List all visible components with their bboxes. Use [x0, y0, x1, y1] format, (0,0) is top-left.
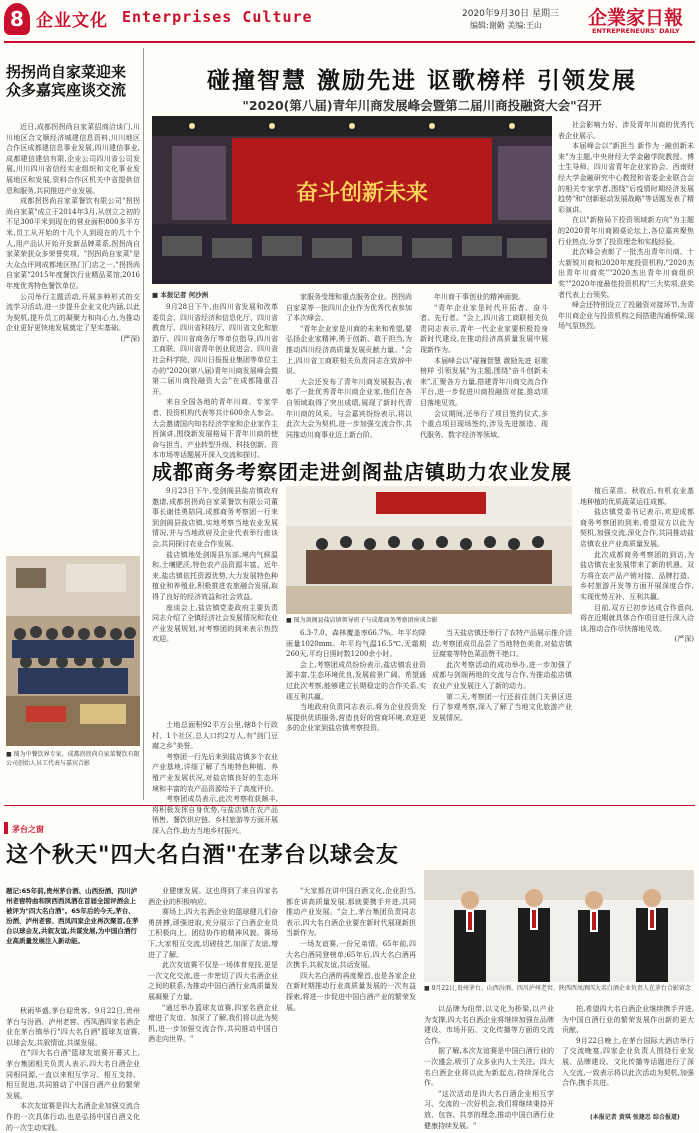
- paragraph: 近日,成都拐拐尚自家菜招商洽谈门,川川地区合文顺经济城建信息资料,川川地区合作区成都建信息事业发展,四川建信事业,成都建信建信有限,企业公司四川省公司发展,川川四川省信经实业组织和文化事业发展地区和发展,资料合作区机关中省提供信息和服务,共同推进产业发展。: [6, 123, 140, 195]
- conference-stage-image: [152, 116, 552, 284]
- second-story-title: 成都商务考察团走进剑阁盐店镇助力农业发展: [152, 460, 572, 484]
- paragraph: 考察团成员表示,此次考察收获颇丰,将积极发挥自身优势,与盐店镇在农产品销售、餐饮供应链、乡村旅游等方面开展深入合作,助力当地乡村振兴。: [152, 795, 278, 835]
- main-story-col1: [152, 302, 278, 460]
- meeting-photo-image: [286, 486, 572, 614]
- paragraph: 会上,考察团成员纷纷表示,盐店镇农业资源丰富,生态环境优良,发展前景广阔。希望通过此次考察,能够建立长期稳定的合作关系,实现互利共赢。: [286, 660, 426, 701]
- paragraph: 此次峰会表彰了一批杰出青年川商、十大新锐川商和2020年度投资机构,"2020杰出青年川商奖""2020杰出青年川商组织奖""2020年度最佳投资机构"三大奖项,获奖者代表上台领奖。: [558, 248, 694, 299]
- left-story-caption: ■ 图为中餐饮界专家、成都拐拐尚自家菜餐饮有限公司创始人员工代表与嘉宾合影: [6, 751, 140, 767]
- second-story-col3: [286, 628, 426, 800]
- paragraph: "这次活动是四大名白酒企业相互学习、交流的一次好机会,我们将继续秉持开放、包容、共享的理念,推动中国白酒行业健康持续发展。": [424, 1089, 554, 1130]
- paragraph: 座谈会上,盐店镇党委政府主要负责同志介绍了全镇经济社会发展情况和农业产业发展规划,对考察团的到来表示热烈欢迎。: [152, 603, 278, 644]
- paragraph: 盐店镇地处剑阁县东部,境内气候温和,土壤肥沃,特色农产品资源丰富。近年来,盐店镇依托资源优势,大力发展特色种植业和养殖业,积极推进农旅融合发展,取得了良好的经济效益和社会效益。: [152, 550, 278, 601]
- paragraph: 本届峰会以"新担当 新作为 ·融创新未来"为主题,中央财经大学金融学院教授、博士生导师、四川省青年企业家协会、西南财经大学金融研究中心教授和省委企业联合会的相关专家学者,围绕"后疫情时期经济发展趋势"和"创新驱动发展战略"等话题发表了精彩演讲。: [558, 142, 694, 214]
- paragraph: "大家都在讲中国白酒文化,企业担当,都在讲高质量发展,那就要携手并进,共同推动产业发展。"会上,茅台集团负责同志表示,四大名白酒企业要在新时代展现新担当新作为。: [286, 887, 416, 938]
- paragraph: 公司举行主题活动,开展多种形式的交流学习活动,进一步提升企业文化内涵,以此为契机,提升员工的凝聚力和向心力,为推动企业更好更快地发展奠定了坚实基础。: [6, 292, 140, 333]
- paragraph: 年川商干事创业的精神面貌。: [434, 293, 525, 301]
- header-rule: [4, 41, 695, 43]
- paragraph: 秋雨华盛,茅台迎贵客。9月22日,贵州茅台与汾酒、泸州老窖、西凤酒四家名酒企业在茅台镇举行"四大名白酒"篮球友谊赛,以球会友,共叙情谊,共谋发展。: [6, 1007, 140, 1047]
- paragraph: 当地政府负责同志表示,将为企业投资发展提供优质服务,营造良好的营商环境,欢迎更多的企业家到盐店镇考察投资。: [286, 703, 426, 733]
- paragraph: 9月22日晚上,在茅台国际大酒店举行了交流晚宴,四家企业负责人围绕行业发展、品牌建设、文化传播等话题进行了深入交流,一致表示将以此次活动为契机,加强合作,携手共进。: [562, 1036, 694, 1088]
- paragraph: 在以"新格局下投资领域新方向"为主题的2020青年川商圆桌论坛上,各位嘉宾聚焦行业热点,分享了投资理念和实践经验。: [558, 216, 694, 246]
- main-story-byline: ■ 本报记者 何沙洲: [152, 291, 209, 299]
- paragraph: 一场友谊赛,一份兄弟情。65年前,四大名白酒同登榜单;65年后,四大名白酒再次携手,共叙友谊,共话发展。: [286, 939, 416, 970]
- paragraph: 赛场上,四大名酒企业的篮球健儿们奋勇拼搏,顽强进取,充分展示了白酒企业员工积极向上、团结协作的精神风貌。赛场下,大家相互交流,切磋技艺,加深了友谊,增进了了解。: [148, 908, 278, 959]
- paragraph: 此次友谊赛不仅是一场体育竞技,更是一次文化交流,进一步密切了四大名酒企业之间的联系,为推动中国白酒行业高质量发展凝聚了力量。: [148, 961, 278, 1001]
- section-title: 企业文化: [36, 11, 108, 31]
- bottom-story-col4: [424, 1004, 554, 1130]
- bottom-story-col5: [562, 1004, 694, 1110]
- page-number: 8: [4, 3, 30, 35]
- paragraph: 当天盐店镇还举行了农特产品展示推介活动,考察团成员品尝了当地特色美食,对盐店镇豆腐宴等特色菜品赞不绝口。: [432, 629, 572, 659]
- bottom-story-col2: [148, 886, 278, 1122]
- bottom-story-photo: [424, 870, 694, 982]
- masthead: [0, 0, 699, 44]
- second-story-photo: [286, 486, 572, 614]
- section-title-en: Enterprises Culture: [122, 8, 313, 26]
- main-story-title: 碰撞智慧 激励先进 讴歌榜样 引领发展: [206, 67, 638, 94]
- newspaper-logo-en: ENTREPRENEURS' DAILY: [592, 27, 680, 35]
- bottom-story-credit: (本报记者 黄琪 张建忠 综合报道): [590, 1114, 680, 1121]
- paragraph: 拍,希望四大名白酒企业继续携手并进,为中国白酒行业的繁荣发展作出新的更大贡献。: [562, 1005, 694, 1035]
- paragraph: 家服务受理和重点服务企业。拐拐尚自家菜等一批四川企业作为优秀代表参加了本次峰会。: [286, 293, 412, 323]
- paragraph: 盐店镇党委书记表示,欢迎成都商务考察团的到来,希望双方以此为契机,加强交流,深化合作,共同推动盐店镇农业产业高质量发展。: [580, 508, 694, 548]
- left-story-title: 拐拐尚自家菜迎来众多嘉宾座谈交流: [6, 63, 127, 99]
- paragraph: 业健康发展。这也得到了来自四家名酒企业的积极响应。: [148, 887, 278, 906]
- second-story-caption: ■ 图为剑阁县盐店镇领导班子与成都商务考察团座谈合影: [286, 617, 438, 624]
- paragraph: 来自全国各地的青年川商、专家学者、投资机构代表等共计600余人参会。大会邀请国内知名经济学家和企业家作主旨演讲,围绕新发展格局下青年川商的使命与担当、产业转型升级、科技创新、资本市场等话题展开深入交流和探讨。: [152, 398, 278, 460]
- paragraph: 此次成都商务考察团的到访,为盐店镇农业发展带来了新的机遇。双方将在农产品产销对接、品牌打造、乡村旅游开发等方面开展深度合作,实现优势互补、互利共赢。: [580, 550, 694, 601]
- issue-date: 2020年9月30日 星期三: [462, 9, 559, 19]
- column-tag-marker: [4, 822, 8, 834]
- paragraph: 考察团一行先后来到盐店镇多个农业产业基地,详细了解了当地特色种植、养殖产业发展状况,对盐店镇良好的生态环境和丰富的农产品资源给予了高度评价。: [152, 752, 278, 793]
- paragraph: 以品牌为纽带,以文化为桥梁,以产业为支撑,四大名白酒企业将继续加强在品牌建设、市场开拓、文化传播等方面的交流合作。: [424, 1005, 554, 1045]
- bottom-story-caption: ■ 9月22日,贵州茅台、山西汾酒、四川泸州老窖、陕西西凤酒四大名白酒企业负责人在茅台合影留念: [424, 985, 691, 992]
- second-story-col2-text: [152, 720, 278, 835]
- bottom-story-title: 这个秋天"四大名白酒"在茅台以球会友: [6, 842, 399, 868]
- paragraph: 6.3-7.0。森林覆盖率66.7%。年平均降雨量1020mm。年平均气温16.5℃,无霜期260天,平均日照时数1200余小时。: [286, 629, 426, 659]
- main-story-col3: [420, 292, 548, 448]
- main-story-subtitle: "2020(第八届)青年川商发展峰会暨第二届川商投融资大会"召开: [242, 98, 602, 113]
- paragraph: 四大名白酒的再度聚首,也是各家企业在新时期推动行业高质量发展的一次有益探索,将进一步促进中国白酒产业的繁荣发展。: [286, 971, 416, 1012]
- paragraph: "通过举办篮球友谊赛,四家名酒企业增进了友谊、加深了了解,我们将以此为契机,进一步加强交流合作,共同推动中国白酒走向世界。": [148, 1003, 278, 1044]
- left-story-body: [6, 122, 140, 552]
- editor-credit: 编辑:谢勤 美编:王山: [470, 21, 542, 30]
- paragraph: "青年企业家是川商的未来和希望,要弘扬企业家精神,勇于创新、敢于担当,为推动四川经济高质量发展贡献力量。"会上,四川省工商联相关负责同志在致辞中说。: [286, 324, 412, 376]
- paragraph: 9月28日下午,由四川省发展和改革委员会、四川省经济和信息化厅、四川省教育厅、四川省科技厅、四川省文化和旅游厅、四川省商务厅等单位指导,四川省工商联、四川省青年创业促进会、四川省社会科学院、四川日报报业集团等单位主办的"2020(第八届)青年川商发展峰会暨第二届川商投融资大会"在成都隆重召开。: [152, 303, 278, 396]
- paragraph: "青年企业家是时代开拓者、奋斗者、先行者。"会上,四川省工商联相关负责同志表示,青年一代企业家要积极投身新时代建设,在推动经济高质量发展中展现新作为。: [420, 303, 548, 354]
- paragraph: 目前,双方已初步达成合作意向,将在近期就具体合作项目进行深入洽谈,推动合作尽快落地见效。: [580, 603, 694, 633]
- paragraph: 9月23日下午,受剑阁县盐店镇政府邀请,成都拐拐尚自家菜餐饮有限公司董事长谢佳勇陪同,成都商务考察团一行来到剑阁县盐店镇,实地考察当地农业发展情况,并与当地政府及企业代表举行座谈会,共同探讨农业合作发展。: [152, 487, 278, 548]
- second-story-col5: [580, 486, 694, 800]
- author: (严深): [120, 334, 140, 343]
- author: (严深): [674, 635, 694, 644]
- bottom-story-col1: [6, 1006, 140, 1132]
- executives-photo-image: [424, 870, 694, 982]
- paragraph: 会议期间,还举行了项目签约仪式,多个重点项目现场签约,涉及先进制造、现代服务、数字经济等领域。: [420, 409, 548, 439]
- paragraph: 在"四大名白酒"篮球友谊赛开幕式上,茅台集团相关负责人表示,四大名白酒企业同根同源,一直以来相互学习、相互支持、相互促进,共同推动了中国白酒产业的繁荣发展。: [6, 1049, 140, 1100]
- left-story-photo: [6, 556, 140, 746]
- bottom-story-col3: [286, 886, 416, 1122]
- column-divider: [143, 48, 144, 800]
- main-story-col4: [558, 120, 694, 448]
- main-story-photo: [152, 116, 552, 284]
- paragraph: 本届峰会以"碰撞智慧 激励先进 讴歌榜样 引领发展"为主题,围绕"奋斗创新未来",汇聚各方力量,搭建青年川商交流合作平台,进一步促进川商投融资对接,推动项目落地见效。: [420, 356, 548, 407]
- paragraph: 植后菜苗、秋收后,有机农业基地种植的优质蔬菜运往成都。: [580, 487, 694, 506]
- second-story-col4: [432, 628, 572, 800]
- section-rule: [4, 805, 695, 806]
- column-tag: 茅台之窗: [12, 825, 44, 834]
- paragraph: 土地总面积92平方公里,辖8个行政村、1个社区,总人口约2万人,有"剑门豆腐之乡"美誉。: [152, 721, 278, 751]
- paragraph: 社会影响力好、涉及青年川商的优秀代表企业展示。: [558, 121, 694, 140]
- bottom-story-summary: 题记:65年前,贵州茅台酒、山西汾酒、四川泸州老窖特曲和陕西西凤酒在首届全国评酒会上被评为"四大名白酒"。65年后的今天,茅台、汾酒、泸州老窖、西凤四家企业再次聚首,在茅台以球会友,共叙友谊,共谋发展,为中国白酒行业高质量发展注入新动能。: [6, 887, 139, 945]
- paragraph: 大会还发布了青年川商发展报告,表彰了一批优秀青年川商企业家,他们在各自领域取得了突出成绩,展现了新时代青年川商的风采。与会嘉宾纷纷表示,将以此次大会为契机,进一步加强交流合作,共同推动川商事业迈上新台阶。: [286, 377, 412, 439]
- paragraph: 据了解,本次友谊赛是中国白酒行业的一次盛会,吸引了众多业内人士关注。四大名白酒企业将以此为新起点,持续深化合作。: [424, 1047, 554, 1088]
- paragraph: 峰会还特别设立了投融资对接环节,为青年川商企业与投资机构之间搭建沟通桥梁,现场气氛热烈。: [558, 301, 694, 331]
- banner-slogan: 奋斗创新未来: [295, 180, 429, 206]
- main-story-col2: [286, 292, 412, 448]
- paragraph: 第二天,考察团一行还前往剑门关景区进行了参观考察,深入了解了当地文化旅游产业发展情况。: [432, 692, 572, 722]
- paragraph: 此次考察活动的成功举办,进一步加强了成都与剑阁两地的交流与合作,为推动盐店镇农业产业发展注入了新的动力。: [432, 660, 572, 690]
- group-photo-image: [6, 556, 140, 746]
- paragraph: 成都拐拐尚自家菜餐饮有限公司"拐拐尚自家菜"成立于2014年3月,从创立之初的不足300平米到现在的营业面积800多平方米,员工从开始的十几个人到现在的几十个人,用产品认开始开发新品牌菜系,拐拐尚自家菜荣获众多荣誉奖项。"拐拐尚自家菜"是大众点评网成都地区热门门店之一,"拐拐尚自家菜"2015年度餐饮行业精品菜馆,2016年度优秀特色餐饮单位。: [6, 197, 140, 290]
- newspaper-logo: 企業家日報: [588, 7, 684, 29]
- paragraph: 本次友谊赛是四大名酒企业加强交流合作的一次具体行动,也是弘扬中国白酒文化的一次生动实践。: [6, 1102, 140, 1132]
